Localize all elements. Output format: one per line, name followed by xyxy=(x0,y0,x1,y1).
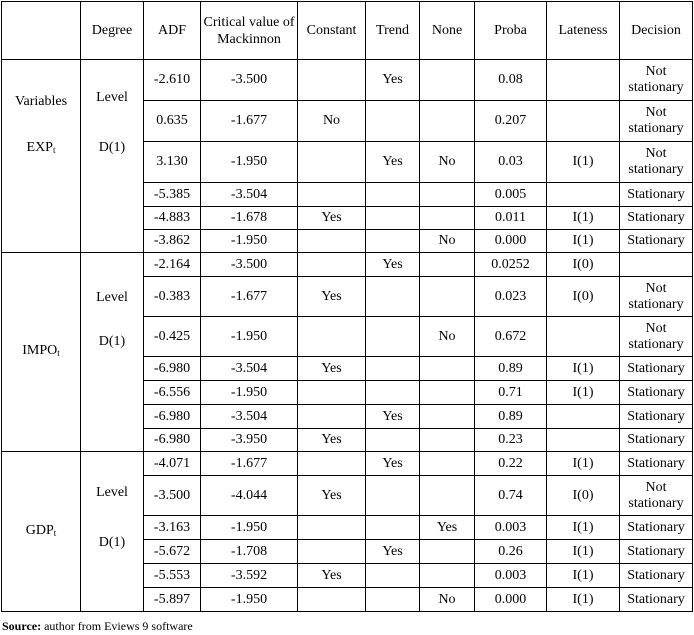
proba-cell: 0.207 xyxy=(475,101,547,142)
degree-label: D(1) xyxy=(98,334,126,349)
none-cell xyxy=(420,564,475,588)
constant-cell: Yes xyxy=(298,277,366,317)
degree-header: Degree xyxy=(81,2,144,60)
constant-cell xyxy=(298,588,366,612)
critical-cell: -1.950 xyxy=(201,230,298,253)
constant-cell xyxy=(298,381,366,405)
none-cell: No xyxy=(420,588,475,612)
constant-cell: Yes xyxy=(298,357,366,381)
lateness-cell: I(1) xyxy=(547,207,620,230)
decision-cell xyxy=(620,253,693,277)
degree-cell xyxy=(81,60,144,253)
lateness-cell xyxy=(547,317,620,357)
constant-cell xyxy=(298,60,366,101)
table-row xyxy=(2,253,693,277)
adf-cell: -4.883 xyxy=(144,207,201,230)
adf-header: ADF xyxy=(144,2,201,60)
trend-cell: Yes xyxy=(366,142,420,183)
none-cell xyxy=(420,60,475,101)
constant-cell xyxy=(298,230,366,253)
lateness-cell: I(1) xyxy=(547,588,620,612)
trend-cell xyxy=(366,277,420,317)
proba-cell: 0.000 xyxy=(475,588,547,612)
lateness-cell xyxy=(547,183,620,207)
decision-cell: Stationary xyxy=(620,357,693,381)
source-text: author from Eviews 9 software xyxy=(44,619,193,633)
critical-cell: -3.504 xyxy=(201,183,298,207)
variable-subscript: t xyxy=(53,527,57,538)
critical-cell: -3.592 xyxy=(201,564,298,588)
decision-cell: Not stationary xyxy=(620,142,693,183)
degree-cell xyxy=(81,253,144,452)
none-cell xyxy=(420,277,475,317)
decision-cell: Not stationary xyxy=(620,101,693,142)
variable-cell xyxy=(2,452,81,612)
critical-cell: -1.950 xyxy=(201,142,298,183)
variables-label: Variables xyxy=(14,94,68,109)
variable-subscript: t xyxy=(57,348,60,358)
lateness-cell: I(0) xyxy=(547,277,620,317)
none-cell xyxy=(420,476,475,516)
adf-cell: -6.980 xyxy=(144,357,201,381)
trend-cell xyxy=(366,476,420,516)
degree-label: Level xyxy=(96,90,128,105)
degree-label: Level xyxy=(96,290,128,305)
adf-cell: -5.553 xyxy=(144,564,201,588)
adf-cell: -2.610 xyxy=(144,60,201,101)
critical-cell: -3.950 xyxy=(201,429,298,452)
trend-cell: Yes xyxy=(366,540,420,564)
decision-cell: Not stationary xyxy=(620,60,693,101)
critical-cell: -3.504 xyxy=(201,405,298,429)
none-cell xyxy=(420,207,475,230)
constant-cell xyxy=(298,516,366,540)
critical-cell: -3.500 xyxy=(201,253,298,277)
constant-cell: Yes xyxy=(298,564,366,588)
none-cell: No xyxy=(420,317,475,357)
lateness-cell: I(1) xyxy=(547,540,620,564)
none-cell xyxy=(420,540,475,564)
lateness-cell xyxy=(547,405,620,429)
proba-cell: 0.023 xyxy=(475,277,547,317)
proba-cell: 0.89 xyxy=(475,405,547,429)
trend-cell xyxy=(366,183,420,207)
critical-cell: -4.044 xyxy=(201,476,298,516)
none-cell: Yes xyxy=(420,516,475,540)
decision-cell: Stationary xyxy=(620,381,693,405)
lateness-header: Lateness xyxy=(547,2,620,60)
variable-cell xyxy=(2,60,81,253)
lateness-cell: I(0) xyxy=(547,253,620,277)
trend-cell: Yes xyxy=(366,253,420,277)
decision-cell: Stationary xyxy=(620,516,693,540)
proba-cell: 0.005 xyxy=(475,183,547,207)
trend-cell: Yes xyxy=(366,405,420,429)
proba-cell: 0.03 xyxy=(475,142,547,183)
trend-cell xyxy=(366,588,420,612)
critical-cell: -1.950 xyxy=(201,516,298,540)
constant-cell xyxy=(298,540,366,564)
variable-cell xyxy=(2,253,81,452)
variable-subscript: t xyxy=(52,145,56,155)
none-cell xyxy=(420,452,475,476)
lateness-cell: I(1) xyxy=(547,381,620,405)
adf-cell: -3.862 xyxy=(144,230,201,253)
critical-cell: -1.677 xyxy=(201,277,298,317)
proba-cell: 0.89 xyxy=(475,357,547,381)
decision-cell: Not stationary xyxy=(620,317,693,357)
decision-cell: Stationary xyxy=(620,564,693,588)
adf-cell: -5.897 xyxy=(144,588,201,612)
constant-cell xyxy=(298,253,366,277)
trend-cell xyxy=(366,230,420,253)
proba-cell: 0.08 xyxy=(475,60,547,101)
decision-cell: Stationary xyxy=(620,429,693,452)
adf-cell: -6.980 xyxy=(144,429,201,452)
degree-label: D(1) xyxy=(98,535,126,550)
adf-cell: -0.383 xyxy=(144,277,201,317)
lateness-cell: I(1) xyxy=(547,230,620,253)
critical-cell: -1.677 xyxy=(201,452,298,476)
lateness-cell xyxy=(547,429,620,452)
trend-cell xyxy=(366,101,420,142)
constant-cell xyxy=(298,317,366,357)
degree-cell xyxy=(81,452,144,612)
decision-cell: Stationary xyxy=(620,452,693,476)
constant-cell: No xyxy=(298,101,366,142)
proba-cell: 0.74 xyxy=(475,476,547,516)
proba-cell: 0.26 xyxy=(475,540,547,564)
critical-value-header: Critical value of Mackinnon xyxy=(201,2,298,60)
table-row xyxy=(2,452,693,476)
variable-name xyxy=(26,523,57,541)
degree-label: Level xyxy=(96,485,128,500)
trend-cell xyxy=(366,357,420,381)
trend-cell xyxy=(366,564,420,588)
constant-cell: Yes xyxy=(298,476,366,516)
critical-cell: -1.950 xyxy=(201,317,298,357)
decision-cell: Not stationary xyxy=(620,476,693,516)
decision-cell: Stationary xyxy=(620,540,693,564)
adf-cell: -0.425 xyxy=(144,317,201,357)
proba-cell: 0.003 xyxy=(475,516,547,540)
proba-cell: 0.71 xyxy=(475,381,547,405)
proba-cell: 0.672 xyxy=(475,317,547,357)
adf-cell: -6.556 xyxy=(144,381,201,405)
critical-cell: -1.678 xyxy=(201,207,298,230)
constant-cell xyxy=(298,142,366,183)
none-cell xyxy=(420,101,475,142)
trend-cell xyxy=(366,516,420,540)
decision-cell: Stationary xyxy=(620,230,693,253)
critical-cell: -1.950 xyxy=(201,588,298,612)
proba-cell: 0.000 xyxy=(475,230,547,253)
none-cell xyxy=(420,357,475,381)
none-header: None xyxy=(420,2,475,60)
variable-base: IMPO xyxy=(22,343,58,358)
none-cell xyxy=(420,405,475,429)
adf-cell: -2.164 xyxy=(144,253,201,277)
trend-cell: Yes xyxy=(366,452,420,476)
lateness-cell: I(1) xyxy=(547,564,620,588)
decision-cell: Stationary xyxy=(620,183,693,207)
variable-name xyxy=(22,343,60,361)
none-cell xyxy=(420,183,475,207)
variable-name xyxy=(27,140,56,158)
variables-header-cell xyxy=(2,2,81,60)
lateness-cell: I(1) xyxy=(547,142,620,183)
adf-cell: -3.500 xyxy=(144,476,201,516)
trend-cell xyxy=(366,429,420,452)
variable-base: GDP xyxy=(25,522,54,538)
critical-cell: -3.500 xyxy=(201,60,298,101)
decision-cell: Not stationary xyxy=(620,277,693,317)
variable-base: EXP xyxy=(26,140,53,155)
proba-cell: 0.003 xyxy=(475,564,547,588)
proba-cell: 0.0252 xyxy=(475,253,547,277)
adf-cell: -6.980 xyxy=(144,405,201,429)
proba-cell: 0.22 xyxy=(475,452,547,476)
decision-cell: Stationary xyxy=(620,405,693,429)
trend-header: Trend xyxy=(366,2,420,60)
degree-label: D(1) xyxy=(98,140,126,155)
trend-cell xyxy=(366,317,420,357)
proba-cell: 0.23 xyxy=(475,429,547,452)
decision-cell: Stationary xyxy=(620,207,693,230)
proba-cell: 0.011 xyxy=(475,207,547,230)
constant-cell: Yes xyxy=(298,207,366,230)
lateness-cell xyxy=(547,60,620,101)
table-row xyxy=(2,60,693,101)
lateness-cell: I(1) xyxy=(547,357,620,381)
constant-cell xyxy=(298,183,366,207)
proba-header: Proba xyxy=(475,2,547,60)
critical-cell: -1.950 xyxy=(201,381,298,405)
lateness-cell: I(1) xyxy=(547,452,620,476)
none-cell: No xyxy=(420,230,475,253)
lateness-cell: I(0) xyxy=(547,476,620,516)
none-cell xyxy=(420,381,475,405)
lateness-cell xyxy=(547,101,620,142)
lateness-cell: I(1) xyxy=(547,516,620,540)
decision-header: Decision xyxy=(620,2,693,60)
header-row xyxy=(2,2,693,60)
trend-cell: Yes xyxy=(366,60,420,101)
unit-root-test-table xyxy=(1,1,693,612)
none-cell: No xyxy=(420,142,475,183)
trend-cell xyxy=(366,381,420,405)
trend-cell xyxy=(366,207,420,230)
source-note xyxy=(2,619,193,634)
critical-cell: -1.677 xyxy=(201,101,298,142)
adf-cell: 0.635 xyxy=(144,101,201,142)
adf-cell: 3.130 xyxy=(144,142,201,183)
constant-header: Constant xyxy=(298,2,366,60)
source-label: Source: xyxy=(2,619,42,633)
constant-cell: Yes xyxy=(298,429,366,452)
adf-cell: -3.163 xyxy=(144,516,201,540)
constant-cell xyxy=(298,405,366,429)
constant-cell xyxy=(298,452,366,476)
none-cell xyxy=(420,253,475,277)
critical-cell: -1.708 xyxy=(201,540,298,564)
adf-cell: -4.071 xyxy=(144,452,201,476)
adf-cell: -5.385 xyxy=(144,183,201,207)
adf-cell: -5.672 xyxy=(144,540,201,564)
critical-cell: -3.504 xyxy=(201,357,298,381)
decision-cell: Stationary xyxy=(620,588,693,612)
none-cell xyxy=(420,429,475,452)
